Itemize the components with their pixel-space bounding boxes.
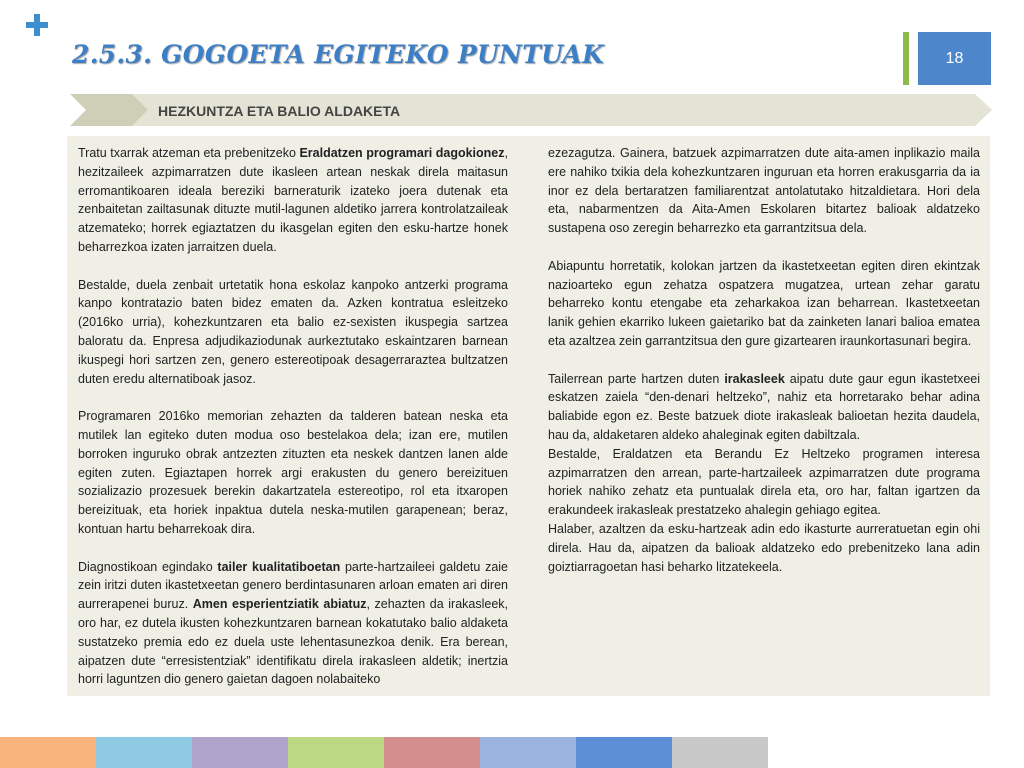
plus-icon (26, 14, 48, 36)
footer-stripe (192, 737, 288, 768)
content-panel (67, 136, 990, 696)
paragraph: Bestalde, duela zenbait urtetatik hona eskolaz kanpoko antzerki programa kanpo kontratazio baten bidez ematen da. Azken kontratua esleitzeko (2016ko urria), kohezkuntzaren eta balio ez-sexisten ikuspegia sartzea baloratu da. Enpresa adjudikaziodunak aurkeztutako eskaintzaren barnean ikuspegi hori sartzen zen, genero estereotipoak desagerraraztea bultzatzen duten eredu alternatiboak jasoz. (78, 277, 508, 386)
paragraph: Diagnostikoan egindako tailer kualitatiboetan parte-hartzaileei galdetu zaie zein iritzi duten ikastetxeetan genero berdintasunaren arloan ematen ari diren aurrerapenei buruz. Amen esperientziatik abiatuz, zehazten da irakasleek, oro har, ez dutela ikusten kohezkuntzaren barnean kokatutako balio aldaketa sustatzeko premia edo ez duela uste lehentasunezkoa denik. Era berean, aipatzen dute “erresistentziak” identifikatu direla irakasleen aldetik; inertzia horri laguntzen dio genero gaietan dagoen nolabaiteko (78, 559, 509, 687)
section-title: HEZKUNTZA ETA BALIO ALDAKETA (158, 103, 401, 119)
paragraph: Tratu txarrak atzeman eta prebenitzeko Eraldatzen programari dagokionez, hezitzaileek azpimarratzen dute ikasleen artean neskak direla maitasun erromantikoaren ideala bereziki barneraturik izateko joera dutenak eta zenbaitetan zailtasunak dituzte mutil-lagunen aldetiko jarrera kontrolatzaileak atzemateko; horrek egiaztatzen du ikasgelan egiten den esku-hartze honek beharrezkoa izaten jarraitzen duela. (78, 146, 508, 254)
accent-divider (903, 32, 909, 85)
footer-stripe (384, 737, 480, 768)
right-column (548, 144, 980, 576)
footer-stripe (96, 737, 192, 768)
paragraph: Programaren 2016ko memorian zehazten da talderen batean neska eta mutilek lan egiteko duten modua oso bestelakoa dela; izan ere, mutilen borroken inguruko obrak antzezten zituzten eta neskek dantzen lanen alde egiten zuten. Egiaztapen horrek argi erakusten du genero bereizituen sozializazio prozesuek berekin dakartzatela estereotipo, rol eta itxaropen bereizituak, eta horiek inpaktua dutela neska-mutilen garapenean; beraz, kontuan hartu beharrekoak dira. (78, 409, 508, 536)
footer-color-stripes (0, 737, 768, 768)
page-number: 18 (918, 32, 991, 85)
paragraph: Abiapuntu horretatik, kolokan jartzen da ikastetxeetan egiten diren ekintzak nazioarteko egun zehatza ospatzera mugatzea, urtean zehar garatu beharreko kontu etengabe eta zeharkakoa izan beharrean. Ikastetxeetan lanik gehien ekarriko lukeen gaietariko bat da zainketen lanari balioa ematea eta azaltzea zein garrantzitsua den gure gizartearen iraunkortasunari begira. (548, 258, 980, 348)
left-column (78, 144, 508, 689)
paragraph: ezezagutza. Gainera, batzuek azpimarratzen dute aita-amen inplikazio maila ere nahiko txikia dela kohezkuntzaren inguruan eta horren erakusgarria da ia inor ez dela bertaratzen familiarentzat antolatutako hitzaldietara. Hori dela eta, nabarmentzen da Aita-Amen Eskolaren bitartez balioak aldatzeko sustapena oso zeregin beharrezko eta garrantzitsua dela. (548, 146, 980, 236)
footer-stripe (576, 737, 672, 768)
footer-stripe (288, 737, 384, 768)
footer-stripe (480, 737, 576, 768)
page-title: 2.5.3. GOGOETA EGITEKO PUNTUAK (72, 40, 605, 69)
paragraph: Bestalde, Eraldatzen eta Berandu Ez Heltzeko programen interesa azpimarratzen den arrean, parte-hartzaileek azpimarratzen dute programa horiek nahiko zehatz eta puntualak direla eta, oro har, faltan igartzen da erakundeek irakasleak prestatzeko ahalegin gehiago egitea. (548, 446, 980, 518)
paragraph: Halaber, azaltzen da esku-hartzeak adin edo ikasturte aurreratuetan egin ohi direla. Hau da, aipatzen da balioak aldatzeko edo prebenitzeko lana adin goiztiarragoetan hasi beharko litzatekeela. (548, 521, 980, 574)
footer-stripe (672, 737, 768, 768)
paragraph: Tailerrean parte hartzen duten irakasleek aipatu dute gaur egun ikastetxeei eskatzen zaiela “den-denari heltzeko”, nahiz eta horretarako behar adina baliabide egon ez. Beste batzuek diote irakasleak balioetan hezita daudela, hau da, aldaketaren aldeko ahaleginak egiten dabiltzala. (548, 371, 981, 442)
footer-stripe (0, 737, 96, 768)
